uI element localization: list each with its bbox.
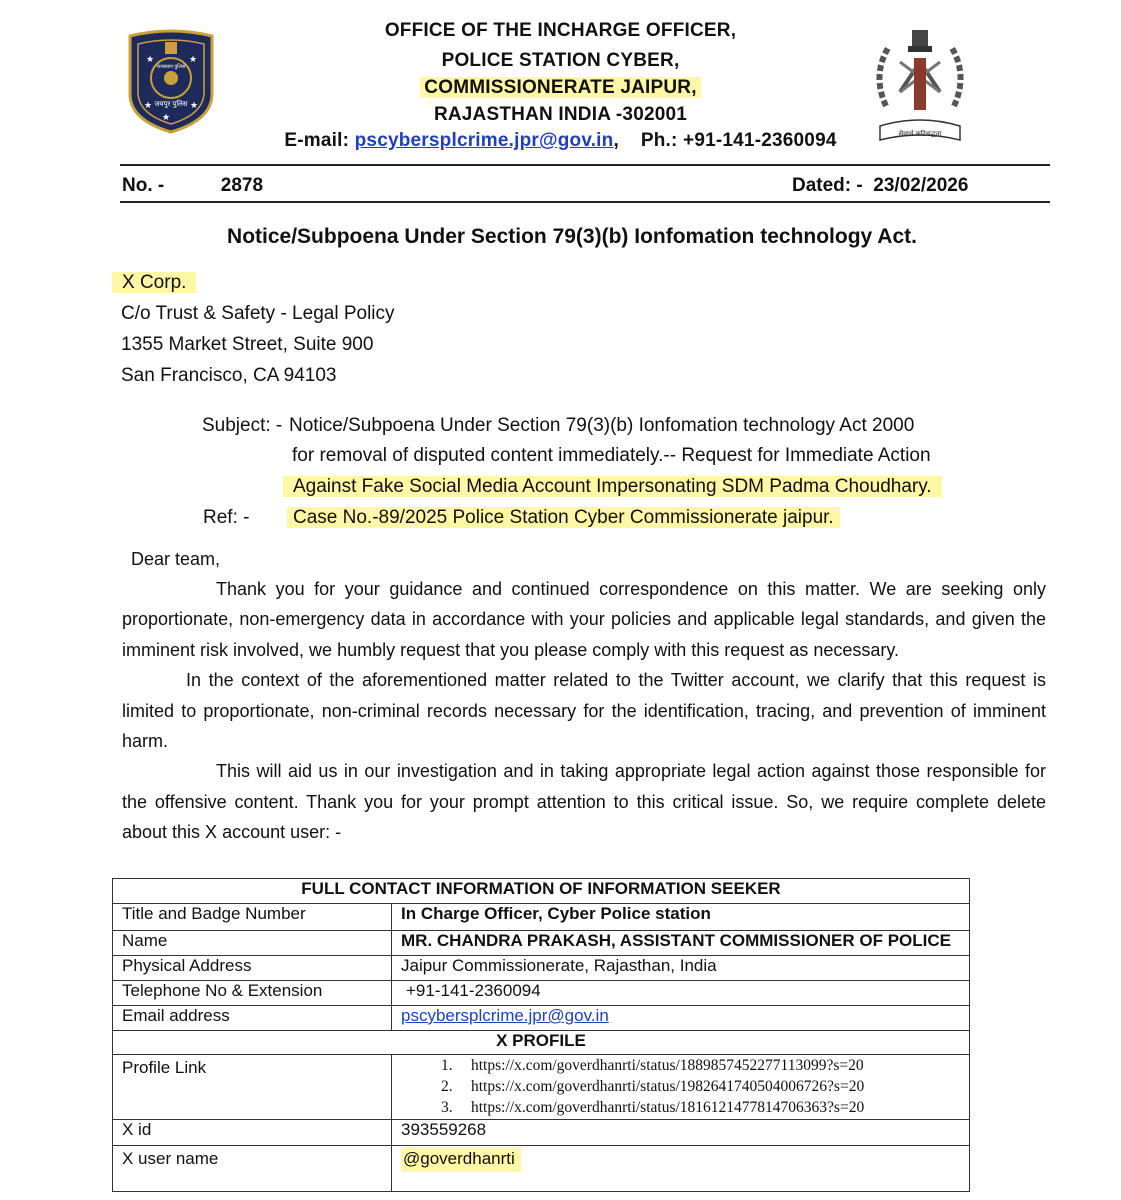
- phone-label: Ph.:: [640, 130, 678, 151]
- info-table: [112, 878, 970, 1192]
- table-section-header: FULL CONTACT INFORMATION OF INFORMATION SEEKER: [113, 879, 970, 904]
- svg-text:★: ★: [190, 100, 199, 110]
- svg-text:★: ★: [162, 112, 171, 122]
- email-label: E-mail:: [284, 130, 350, 151]
- profile-link-list: [401, 1055, 960, 1118]
- table-row: Email address pscybersplcrime.jpr@gov.in: [113, 1006, 970, 1031]
- ref-case: Case No.-89/2025 Police Station Cyber Commissionerate jaipur.: [287, 507, 840, 529]
- office-title-line4: RAJASTHAN INDIA -302001: [433, 104, 688, 125]
- letter-body: [122, 574, 1046, 848]
- table-row: Name MR. CHANDRA PRAKASH, ASSISTANT COMMISSIONER OF POLICE: [113, 931, 970, 956]
- table-row: X user name @goverdhanrti: [113, 1146, 970, 1192]
- svg-text:★: ★: [144, 100, 153, 110]
- recipient-line4: San Francisco, CA 94103: [121, 365, 337, 386]
- table-row: Title and Badge Number In Charge Officer, Cyber Police station: [113, 904, 970, 931]
- contact-line: E-mail: pscybersplcrime.jpr@gov.in, Ph.: +91-141-2360094: [284, 130, 837, 151]
- office-title-line1: OFFICE OF THE INCHARGE OFFICER,: [384, 20, 737, 41]
- body-paragraph-1: Thank you for your guidance and continued correspondence on this matter. We are seeking only proportionate, non-emergency data in accordance with your policies and applicable legal standards, and given the imminent risk involved, we humbly request that you please comply with this request as necessary.: [122, 579, 1046, 660]
- x-username: @goverdhanrti: [401, 1147, 521, 1172]
- office-title-line3: COMMISSIONERATE JAIPUR,: [0, 77, 1121, 99]
- svg-text:सेवार्थ कटिबद्धता: सेवार्थ कटिबद्धता: [898, 131, 942, 138]
- letter-date: Dated: - 23/02/2026: [792, 175, 969, 196]
- svg-text:जयपुर पुलिस: जयपुर पुलिस: [154, 101, 188, 108]
- header-rule-top: [120, 164, 1050, 166]
- table-row: Telephone No & Extension +91-141-2360094: [113, 981, 970, 1006]
- subject-line1: Notice/Subpoena Under Section 79(3)(b) Ionfomation technology Act 2000: [289, 415, 915, 436]
- table-row: Physical Address Jaipur Commissionerate, Rajasthan, India: [113, 956, 970, 981]
- subject-line3: Against Fake Social Media Account Impersonating SDM Padma Choudhary.: [283, 476, 942, 498]
- ref-label: Ref: -: [203, 507, 250, 528]
- letter-number: No. - 2878: [122, 175, 264, 196]
- recipient-line3: 1355 Market Street, Suite 900: [121, 334, 374, 355]
- seeker-email-link[interactable]: pscybersplcrime.jpr@gov.in: [401, 1006, 609, 1025]
- body-paragraph-2: In the context of the aforementioned matter related to the Twitter account, we clarify that this request is limited to proportionate, non-criminal records necessary for the identification, tracing, and prevention of imminent harm.: [122, 670, 1046, 752]
- body-paragraph-3: This will aid us in our investigation and in taking appropriate legal action against those responsible for the offensive content. Thank you for your prompt attention to this critical issue. So, we require complete delete about this X account user: -: [122, 761, 1046, 843]
- subject-label: Subject: -: [202, 415, 283, 436]
- notice-title: Notice/Subpoena Under Section 79(3)(b) Ionfomation technology Act.: [227, 225, 917, 248]
- profile-link-item[interactable]: 2. https://x.com/goverdhanrti/status/1982641740504006726?s=20: [441, 1078, 865, 1095]
- profile-link-item[interactable]: 3. https://x.com/goverdhanrti/status/1816121477814706363?s=20: [441, 1099, 865, 1116]
- greeting: Dear team,: [131, 549, 221, 569]
- svg-text:★: ★: [146, 54, 155, 64]
- email-link[interactable]: pscybersplcrime.jpr@gov.in: [354, 130, 614, 151]
- header-rule-bottom: [120, 201, 1050, 203]
- office-title-line2: POLICE STATION CYBER,: [441, 50, 680, 71]
- table-section-header: X PROFILE: [113, 1031, 970, 1055]
- subject-line2: for removal of disputed content immediately.-- Request for Immediate Action: [292, 445, 931, 466]
- recipient-line2: C/o Trust & Safety - Legal Policy: [121, 303, 395, 324]
- table-row: X id 393559268: [113, 1120, 970, 1146]
- table-row: Profile Link 1. https://x.com/goverdhanrti/status/1889857452277113099?s=20 2. https://x.com/goverdhanrti/status/1982641740504006726?s=20 3. https://x.com/goverdhanrti/status/1816121477814706363?s=20: [113, 1055, 970, 1120]
- phone-number: +91-141-2360094: [683, 130, 837, 151]
- svg-text:राजस्थान पुलिस: राजस्थान पुलिस: [156, 64, 186, 70]
- profile-link-item[interactable]: 1. https://x.com/goverdhanrti/status/1889857452277113099?s=20: [441, 1057, 864, 1074]
- svg-text:★: ★: [189, 54, 198, 64]
- recipient-name: X Corp.: [112, 272, 196, 294]
